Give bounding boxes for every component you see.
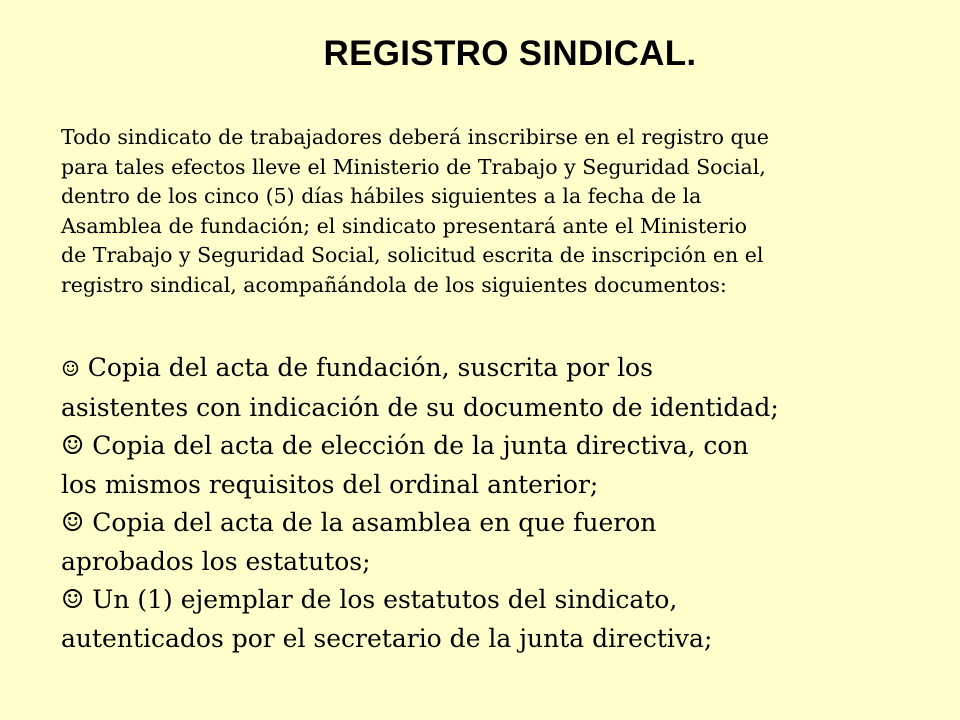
- list-item-first-line: [61, 581, 956, 620]
- intro-line: Asamblea de fundación; el sindicato presentará ante el Ministerio: [61, 213, 747, 238]
- smiley-icon: ☺: [61, 508, 85, 538]
- list-item: [61, 504, 956, 581]
- list-item: [61, 427, 956, 504]
- list-item-continuation: autenticados por el secretario de la junta directiva;: [61, 623, 713, 653]
- intro-paragraph: [61, 123, 956, 300]
- list-item-first-line: [61, 504, 956, 543]
- list-item-text: Copia del acta de la asamblea en que fueron: [92, 508, 657, 537]
- intro-line: Todo sindicato de trabajadores deberá inscribirse en el registro que: [61, 125, 769, 149]
- intro-line: para tales efectos lleve el Ministerio de Trabajo y Seguridad Social,: [61, 154, 766, 179]
- intro-line: de Trabajo y Seguridad Social, solicitud escrita de inscripción en el: [61, 243, 764, 267]
- list-item-text: Copia del acta de elección de la junta directiva, con: [92, 431, 749, 460]
- smiley-icon: ☺: [61, 357, 80, 381]
- list-item-continuation: asistentes con indicación de su documento de identidad;: [61, 392, 779, 422]
- list-item: [61, 349, 956, 427]
- list-item-text: Un (1) ejemplar de los estatutos del sindicato,: [92, 585, 678, 614]
- list-item-continuation: los mismos requisitos del ordinal anterior;: [61, 469, 599, 499]
- smiley-icon: ☺: [61, 431, 85, 461]
- page-title: REGISTRO SINDICAL.: [323, 34, 697, 73]
- intro-line: dentro de los cinco (5) días hábiles siguientes a la fecha de la: [61, 184, 702, 208]
- list-item-first-line: [61, 349, 956, 389]
- smiley-icon: ☺: [61, 585, 85, 615]
- requirements-list: [61, 349, 956, 658]
- list-item-continuation: aprobados los estatutos;: [61, 546, 371, 576]
- list-item-text: Copia del acta de fundación, suscrita por los: [87, 353, 653, 382]
- list-item: [61, 581, 956, 658]
- intro-line: registro sindical, acompañándola de los siguientes documentos:: [61, 272, 727, 297]
- list-item-first-line: [61, 427, 956, 466]
